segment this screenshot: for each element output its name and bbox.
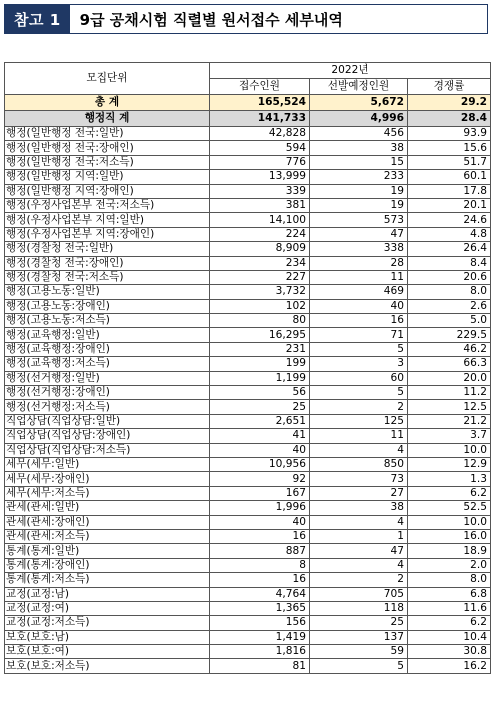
table-row <box>5 414 491 428</box>
row-ratio: 2.6 <box>408 299 491 313</box>
row-name: 행정(선거행정:저소득) <box>5 400 210 414</box>
row-applicants: 381 <box>210 198 310 212</box>
row-planned: 11 <box>310 429 408 443</box>
subtotal-ratio: 28.4 <box>408 111 491 127</box>
row-ratio: 8.0 <box>408 573 491 587</box>
table-row <box>5 127 491 141</box>
table-row <box>5 529 491 543</box>
row-planned: 47 <box>310 227 408 241</box>
row-planned: 2 <box>310 400 408 414</box>
row-planned: 3 <box>310 357 408 371</box>
row-applicants: 40 <box>210 515 310 529</box>
row-planned: 1 <box>310 529 408 543</box>
table-row <box>5 616 491 630</box>
row-planned: 118 <box>310 601 408 615</box>
row-planned: 73 <box>310 472 408 486</box>
row-applicants: 4,764 <box>210 587 310 601</box>
table-row <box>5 544 491 558</box>
table-row <box>5 299 491 313</box>
row-ratio: 6.2 <box>408 616 491 630</box>
row-applicants: 594 <box>210 141 310 155</box>
row-name: 행정(경찰청 전국:저소득) <box>5 270 210 284</box>
row-applicants: 13,999 <box>210 170 310 184</box>
row-planned: 28 <box>310 256 408 270</box>
row-planned: 11 <box>310 270 408 284</box>
row-applicants: 80 <box>210 314 310 328</box>
row-applicants: 234 <box>210 256 310 270</box>
row-name: 행정(일반행정 전국:저소득) <box>5 155 210 169</box>
row-ratio: 24.6 <box>408 213 491 227</box>
row-ratio: 10.0 <box>408 515 491 529</box>
row-ratio: 18.9 <box>408 544 491 558</box>
row-applicants: 887 <box>210 544 310 558</box>
table-row <box>5 558 491 572</box>
row-applicants: 8,909 <box>210 242 310 256</box>
row-name: 직업상담(직업상담:저소득) <box>5 443 210 457</box>
row-planned: 27 <box>310 486 408 500</box>
row-applicants: 8 <box>210 558 310 572</box>
row-ratio: 60.1 <box>408 170 491 184</box>
table-row <box>5 342 491 356</box>
row-applicants: 1,996 <box>210 501 310 515</box>
row-ratio: 11.2 <box>408 386 491 400</box>
row-planned: 16 <box>310 314 408 328</box>
row-ratio: 21.2 <box>408 414 491 428</box>
row-ratio: 10.0 <box>408 443 491 457</box>
row-applicants: 1,365 <box>210 601 310 615</box>
row-ratio: 5.0 <box>408 314 491 328</box>
total-ratio: 29.2 <box>408 95 491 111</box>
recruitment-table <box>4 62 491 674</box>
row-ratio: 3.7 <box>408 429 491 443</box>
row-planned: 338 <box>310 242 408 256</box>
table-row <box>5 314 491 328</box>
row-ratio: 17.8 <box>408 184 491 198</box>
subtotal-row <box>5 111 491 127</box>
row-name: 보호(보호:남) <box>5 630 210 644</box>
row-applicants: 16,295 <box>210 328 310 342</box>
row-ratio: 16.2 <box>408 659 491 673</box>
row-applicants: 156 <box>210 616 310 630</box>
row-name: 행정(고용노동:일반) <box>5 285 210 299</box>
row-ratio: 12.5 <box>408 400 491 414</box>
row-name: 관세(관세:저소득) <box>5 529 210 543</box>
table-row <box>5 198 491 212</box>
row-applicants: 167 <box>210 486 310 500</box>
row-name: 행정(교육행정:장애인) <box>5 342 210 356</box>
row-applicants: 3,732 <box>210 285 310 299</box>
row-ratio: 16.0 <box>408 529 491 543</box>
table-row <box>5 601 491 615</box>
row-name: 세무(세무:저소득) <box>5 486 210 500</box>
row-name: 교정(교정:남) <box>5 587 210 601</box>
row-applicants: 2,651 <box>210 414 310 428</box>
table-row <box>5 141 491 155</box>
row-ratio: 66.3 <box>408 357 491 371</box>
row-planned: 4 <box>310 515 408 529</box>
row-ratio: 229.5 <box>408 328 491 342</box>
table-row <box>5 386 491 400</box>
subtotal-applicants: 141,733 <box>210 111 310 127</box>
total-planned: 5,672 <box>310 95 408 111</box>
row-planned: 456 <box>310 127 408 141</box>
row-name: 행정(선거행정:장애인) <box>5 386 210 400</box>
row-applicants: 224 <box>210 227 310 241</box>
row-applicants: 776 <box>210 155 310 169</box>
row-ratio: 1.3 <box>408 472 491 486</box>
table-row <box>5 357 491 371</box>
row-planned: 4 <box>310 443 408 457</box>
row-planned: 40 <box>310 299 408 313</box>
row-planned: 15 <box>310 155 408 169</box>
row-name: 통계(통계:일반) <box>5 544 210 558</box>
row-ratio: 2.0 <box>408 558 491 572</box>
row-planned: 60 <box>310 371 408 385</box>
row-applicants: 1,199 <box>210 371 310 385</box>
table-row <box>5 573 491 587</box>
header-planned: 선발예정인원 <box>310 79 408 95</box>
row-applicants: 42,828 <box>210 127 310 141</box>
row-ratio: 20.1 <box>408 198 491 212</box>
table-row <box>5 501 491 515</box>
row-ratio: 46.2 <box>408 342 491 356</box>
row-name: 세무(세무:일반) <box>5 457 210 471</box>
row-ratio: 51.7 <box>408 155 491 169</box>
row-name: 행정(일반행정 전국:장애인) <box>5 141 210 155</box>
document-title-bar <box>4 4 488 34</box>
row-planned: 47 <box>310 544 408 558</box>
table-row <box>5 515 491 529</box>
row-applicants: 199 <box>210 357 310 371</box>
row-applicants: 227 <box>210 270 310 284</box>
row-name: 행정(일반행정 지역:일반) <box>5 170 210 184</box>
header-unit: 모집단위 <box>5 63 210 95</box>
table-row <box>5 227 491 241</box>
row-ratio: 8.4 <box>408 256 491 270</box>
row-name: 행정(교육행정:저소득) <box>5 357 210 371</box>
row-planned: 705 <box>310 587 408 601</box>
row-applicants: 102 <box>210 299 310 313</box>
row-planned: 38 <box>310 501 408 515</box>
row-ratio: 52.5 <box>408 501 491 515</box>
header-year: 2022년 <box>210 63 491 79</box>
header-applicants: 접수인원 <box>210 79 310 95</box>
row-planned: 59 <box>310 645 408 659</box>
table-row <box>5 472 491 486</box>
table-row <box>5 285 491 299</box>
row-applicants: 16 <box>210 529 310 543</box>
table-row <box>5 270 491 284</box>
row-name: 행정(고용노동:장애인) <box>5 299 210 313</box>
row-name: 행정(고용노동:저소득) <box>5 314 210 328</box>
row-name: 행정(일반행정 전국:일반) <box>5 127 210 141</box>
table-row <box>5 155 491 169</box>
row-ratio: 26.4 <box>408 242 491 256</box>
header-ratio: 경쟁률 <box>408 79 491 95</box>
table-row <box>5 213 491 227</box>
row-ratio: 15.6 <box>408 141 491 155</box>
row-name: 행정(경찰청 전국:일반) <box>5 242 210 256</box>
row-planned: 469 <box>310 285 408 299</box>
document-title: 9급 공채시험 직렬별 원서접수 세부내역 <box>79 10 343 29</box>
row-name: 행정(일반행정 지역:장애인) <box>5 184 210 198</box>
row-name: 직업상담(직업상담:장애인) <box>5 429 210 443</box>
row-ratio: 20.0 <box>408 371 491 385</box>
row-name: 교정(교정:여) <box>5 601 210 615</box>
row-planned: 137 <box>310 630 408 644</box>
table-row <box>5 371 491 385</box>
row-planned: 19 <box>310 184 408 198</box>
row-planned: 5 <box>310 386 408 400</box>
row-planned: 2 <box>310 573 408 587</box>
row-planned: 850 <box>310 457 408 471</box>
row-applicants: 14,100 <box>210 213 310 227</box>
row-applicants: 10,956 <box>210 457 310 471</box>
row-name: 보호(보호:저소득) <box>5 659 210 673</box>
row-name: 교정(교정:저소득) <box>5 616 210 630</box>
row-applicants: 16 <box>210 573 310 587</box>
row-name: 보호(보호:여) <box>5 645 210 659</box>
table-row <box>5 587 491 601</box>
row-name: 관세(관세:장애인) <box>5 515 210 529</box>
row-ratio: 8.0 <box>408 285 491 299</box>
total-row <box>5 95 491 111</box>
row-applicants: 81 <box>210 659 310 673</box>
row-name: 행정(경찰청 전국:장애인) <box>5 256 210 270</box>
row-ratio: 12.9 <box>408 457 491 471</box>
row-ratio: 4.8 <box>408 227 491 241</box>
row-ratio: 30.8 <box>408 645 491 659</box>
row-applicants: 339 <box>210 184 310 198</box>
row-applicants: 1,419 <box>210 630 310 644</box>
table-row <box>5 457 491 471</box>
row-ratio: 93.9 <box>408 127 491 141</box>
row-name: 통계(통계:저소득) <box>5 573 210 587</box>
row-applicants: 231 <box>210 342 310 356</box>
total-label: 총 계 <box>5 95 210 111</box>
row-planned: 5 <box>310 342 408 356</box>
row-planned: 71 <box>310 328 408 342</box>
row-applicants: 40 <box>210 443 310 457</box>
row-ratio: 10.4 <box>408 630 491 644</box>
row-applicants: 41 <box>210 429 310 443</box>
row-name: 행정(교육행정:일반) <box>5 328 210 342</box>
table-row <box>5 242 491 256</box>
table-row <box>5 630 491 644</box>
table-row <box>5 486 491 500</box>
row-name: 행정(선거행정:일반) <box>5 371 210 385</box>
table-row <box>5 256 491 270</box>
row-planned: 5 <box>310 659 408 673</box>
reference-label: 참고 1 <box>5 5 70 33</box>
row-planned: 125 <box>310 414 408 428</box>
row-name: 관세(관세:일반) <box>5 501 210 515</box>
row-name: 통계(통계:장애인) <box>5 558 210 572</box>
table-row <box>5 659 491 673</box>
row-ratio: 11.6 <box>408 601 491 615</box>
subtotal-label: 행정직 계 <box>5 111 210 127</box>
row-ratio: 6.2 <box>408 486 491 500</box>
row-name: 행정(우정사업본부 전국:저소득) <box>5 198 210 212</box>
table-row <box>5 645 491 659</box>
row-ratio: 20.6 <box>408 270 491 284</box>
table-row <box>5 429 491 443</box>
row-applicants: 1,816 <box>210 645 310 659</box>
row-planned: 233 <box>310 170 408 184</box>
row-name: 행정(우정사업본부 지역:장애인) <box>5 227 210 241</box>
row-planned: 573 <box>310 213 408 227</box>
row-name: 직업상담(직업상담:일반) <box>5 414 210 428</box>
subtotal-planned: 4,996 <box>310 111 408 127</box>
row-name: 세무(세무:장애인) <box>5 472 210 486</box>
table-row <box>5 443 491 457</box>
row-ratio: 6.8 <box>408 587 491 601</box>
row-applicants: 56 <box>210 386 310 400</box>
row-planned: 38 <box>310 141 408 155</box>
row-planned: 25 <box>310 616 408 630</box>
table-row <box>5 184 491 198</box>
row-planned: 19 <box>310 198 408 212</box>
table-row <box>5 170 491 184</box>
row-applicants: 92 <box>210 472 310 486</box>
row-name: 행정(우정사업본부 지역:일반) <box>5 213 210 227</box>
row-applicants: 25 <box>210 400 310 414</box>
table-row <box>5 328 491 342</box>
total-applicants: 165,524 <box>210 95 310 111</box>
table-row <box>5 400 491 414</box>
row-planned: 4 <box>310 558 408 572</box>
